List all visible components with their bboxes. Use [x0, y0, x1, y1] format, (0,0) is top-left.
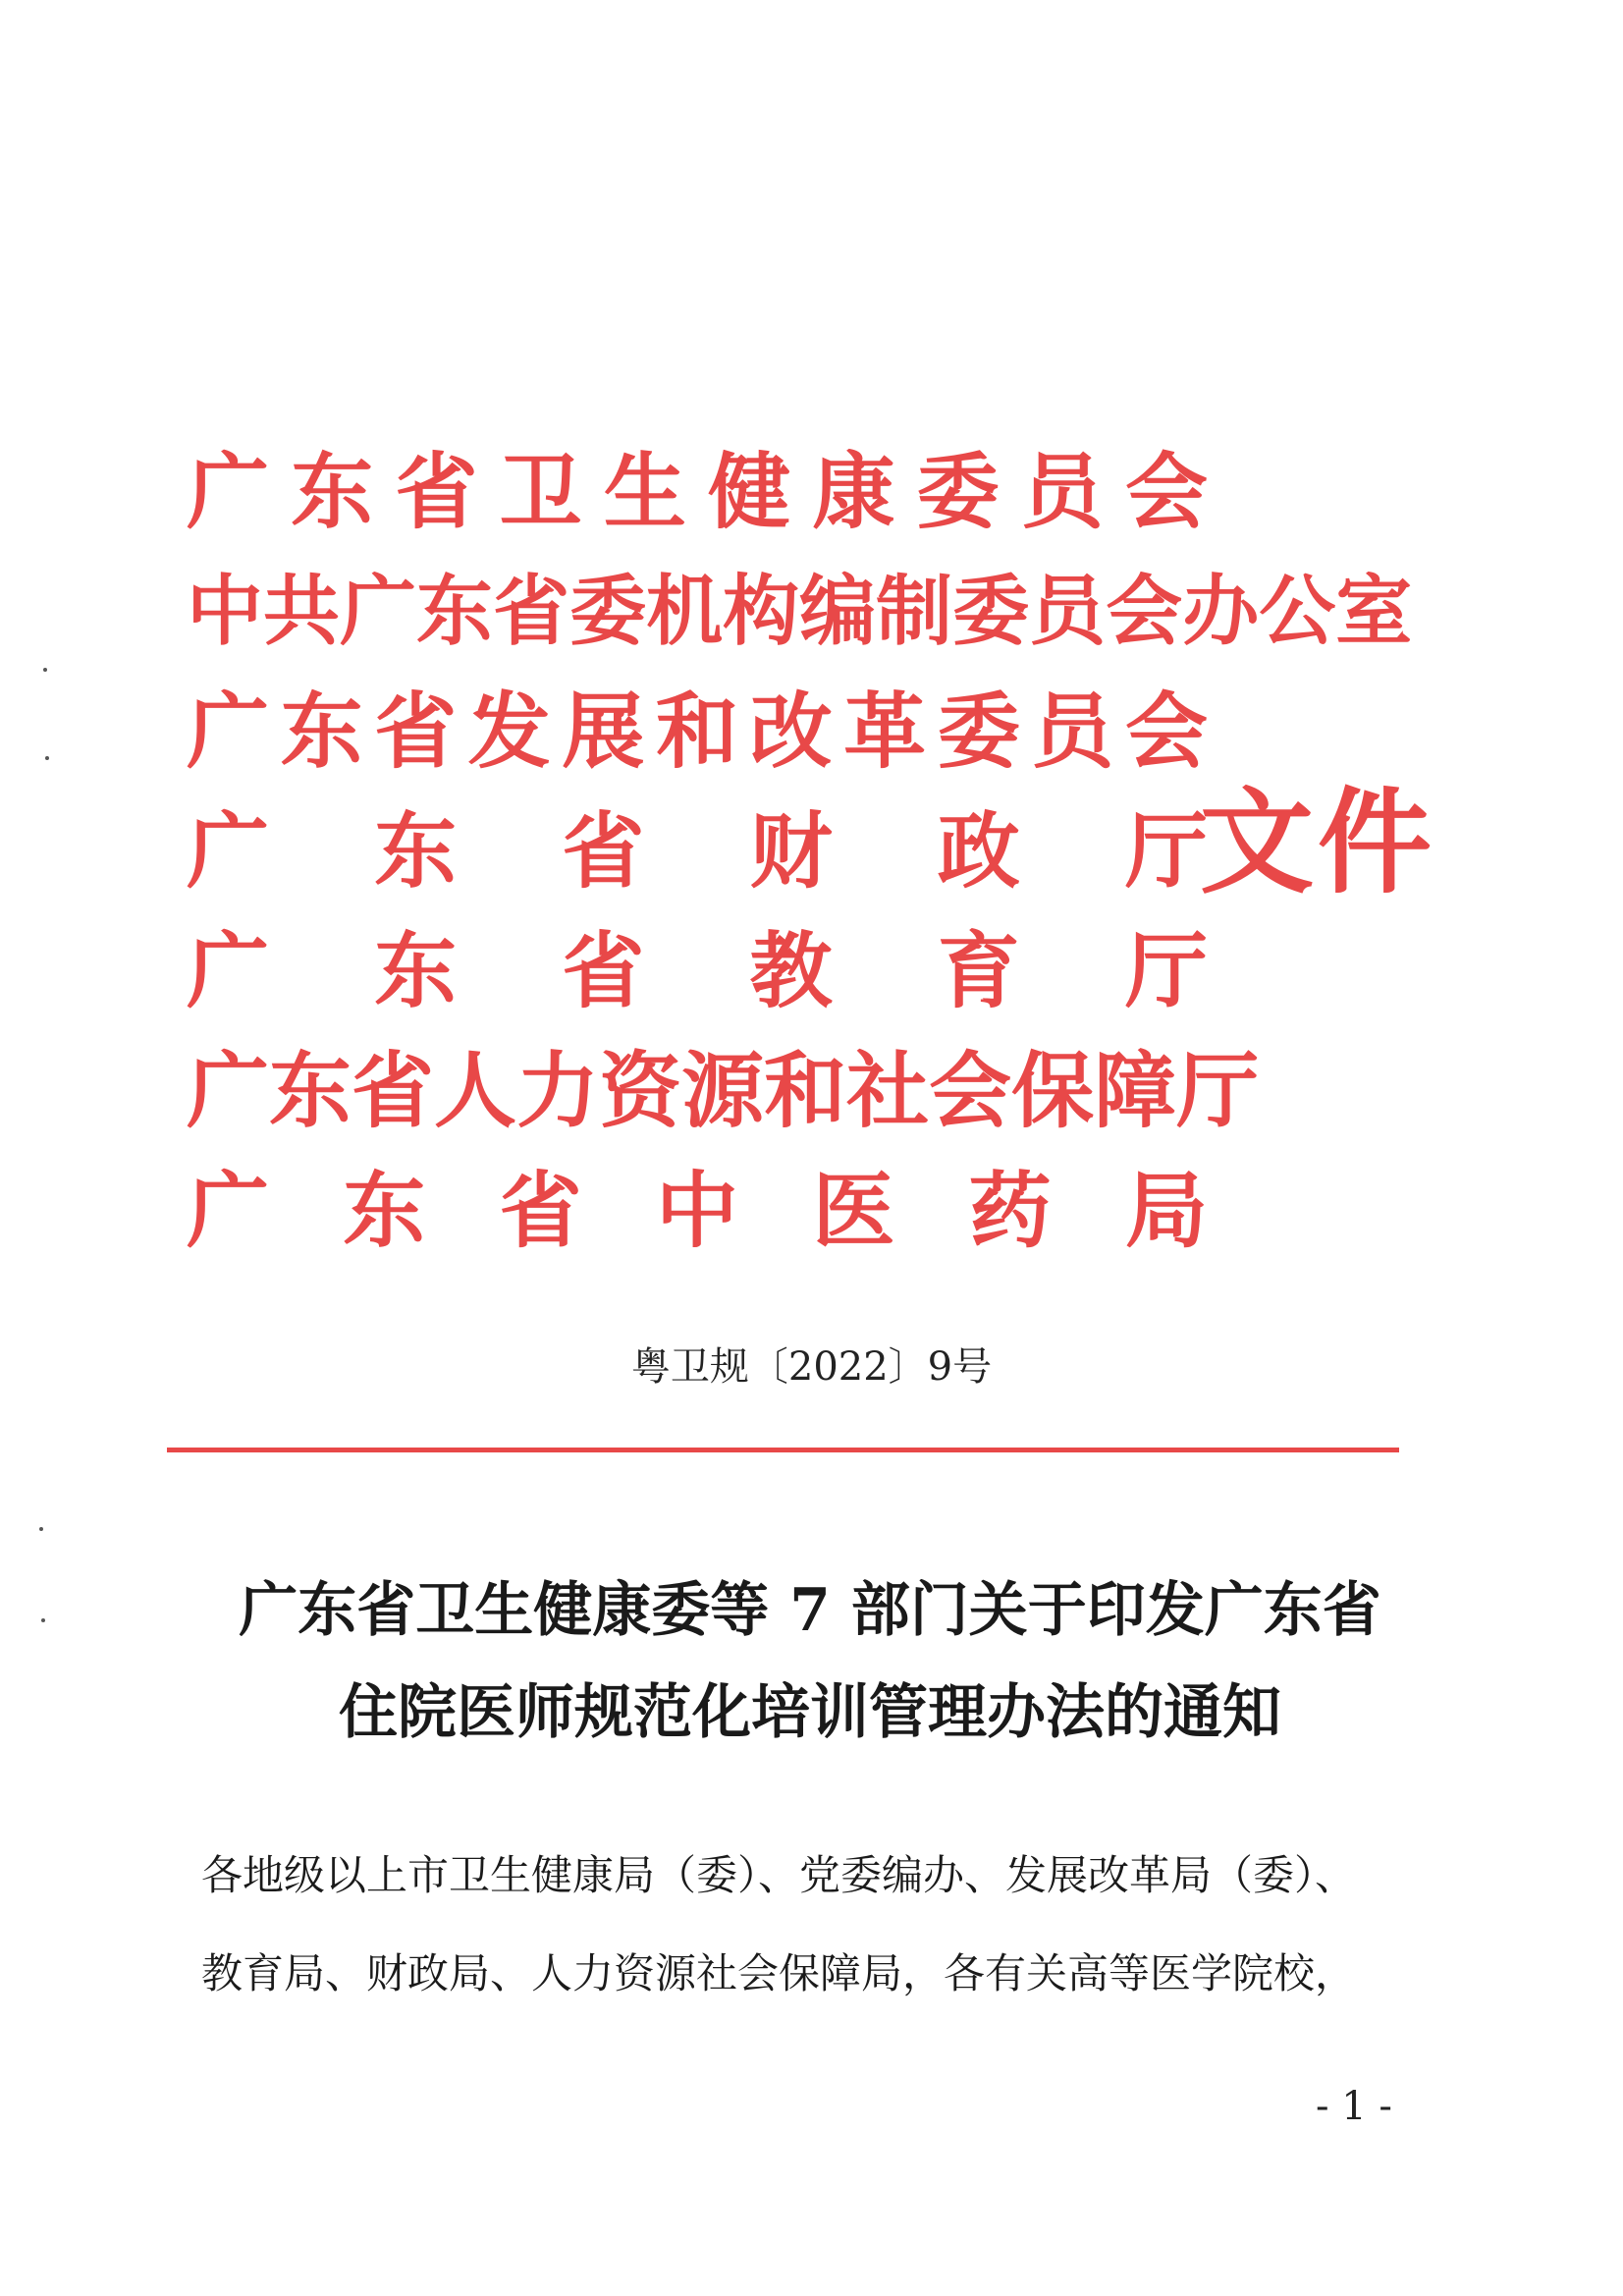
issuer-character: 教 [749, 922, 833, 1019]
scan-speck [41, 1618, 45, 1622]
issuer-character: 省 [562, 802, 645, 900]
issuer-character: 革 [843, 683, 927, 780]
issuer-character: 委 [952, 567, 1030, 656]
issuer-character: 共 [263, 567, 341, 656]
issuer-character: 中 [655, 1162, 738, 1259]
issuer-character: 广 [187, 922, 270, 1019]
issuer-character: 局 [1124, 1162, 1208, 1259]
issuer-character: 康 [812, 443, 895, 540]
issuer-line [187, 552, 1413, 672]
issuer-character: 会 [1124, 683, 1208, 780]
issuer-character: 机 [646, 567, 724, 656]
issuer-character: 东 [374, 802, 458, 900]
issuer-character: 委 [937, 683, 1020, 780]
issuer-character: 省 [395, 443, 478, 540]
document-title [177, 1559, 1443, 1764]
issuer-character: 省 [562, 922, 645, 1019]
issuer-character: 力 [516, 1042, 600, 1139]
body-text [201, 1827, 1419, 2023]
page-number: - 1 - [1316, 2084, 1392, 2129]
issuer-character: 财 [749, 802, 833, 900]
issuer-character: 厅 [1176, 1042, 1260, 1139]
issuer-character: 厅 [1124, 802, 1208, 900]
scan-speck [39, 1527, 43, 1531]
issuer-character: 育 [937, 922, 1020, 1019]
document-type-label: 文件 [1200, 776, 1435, 909]
issuer-line [187, 1151, 1208, 1271]
scan-speck [45, 756, 49, 760]
title-line-2: 住院医师规范化培训管理办法的通知 [339, 1678, 1281, 1747]
issuer-character: 源 [681, 1042, 765, 1139]
issuer-character: 员 [1020, 443, 1104, 540]
document-number: 粤卫规〔2022〕9号 [630, 1344, 993, 1390]
scan-speck [43, 668, 47, 672]
issuer-character: 制 [876, 567, 953, 656]
issuer-character: 广 [340, 567, 417, 656]
body-line-1: 各地级以上市卫生健康局（委）、党委编办、发展改革局（委）、 [201, 1851, 1357, 1899]
issuer-character: 社 [846, 1042, 930, 1139]
issuer-character: 构 [723, 567, 800, 656]
issuer-line [187, 672, 1208, 792]
issuer-character: 中 [187, 567, 264, 656]
issuer-character: 公 [1259, 567, 1336, 656]
issuer-character: 委 [569, 567, 647, 656]
issuer-character: 广 [187, 443, 270, 540]
issuer-character: 省 [493, 567, 570, 656]
issuer-character: 委 [916, 443, 1000, 540]
issuer-character: 员 [1031, 683, 1114, 780]
issuer-character: 保 [1011, 1042, 1095, 1139]
body-line-2: 教育局、财政局、人力资源社会保障局，各有关高等医学院校， [201, 1949, 1357, 1997]
issuer-character: 编 [799, 567, 877, 656]
issuer-character: 省 [352, 1042, 435, 1139]
issuer-character: 健 [708, 443, 791, 540]
issuer-character: 广 [187, 1042, 270, 1139]
issuer-character: 药 [968, 1162, 1052, 1259]
red-divider-line [167, 1448, 1399, 1452]
issuer-line [187, 432, 1208, 552]
issuer-character: 广 [187, 1162, 270, 1259]
issuer-character: 生 [603, 443, 686, 540]
issuer-character: 省 [499, 1162, 582, 1259]
issuer-character: 会 [929, 1042, 1012, 1139]
issuer-character: 和 [764, 1042, 847, 1139]
issuer-character: 省 [374, 683, 458, 780]
issuer-character: 医 [812, 1162, 895, 1259]
issuer-line [187, 1031, 1260, 1151]
issuer-character: 展 [562, 683, 645, 780]
issuer-character: 发 [467, 683, 551, 780]
issuer-character: 会 [1106, 567, 1183, 656]
issuer-character: 室 [1335, 567, 1413, 656]
issuer-line [187, 911, 1208, 1031]
issuer-character: 卫 [499, 443, 582, 540]
issuer-character: 障 [1094, 1042, 1177, 1139]
issuer-character: 人 [434, 1042, 517, 1139]
issuer-character: 资 [599, 1042, 682, 1139]
issuer-character: 东 [343, 1162, 426, 1259]
issuer-character: 办 [1182, 567, 1260, 656]
issuer-character: 东 [416, 567, 494, 656]
issuer-character: 政 [937, 802, 1020, 900]
issuer-character: 东 [280, 683, 363, 780]
issuer-character: 东 [291, 443, 374, 540]
issuer-line [187, 792, 1208, 911]
issuer-character: 员 [1029, 567, 1107, 656]
issuer-character: 东 [269, 1042, 352, 1139]
issuer-character: 改 [749, 683, 833, 780]
issuer-character: 广 [187, 802, 270, 900]
issuer-character: 厅 [1124, 922, 1208, 1019]
issuer-character: 和 [655, 683, 738, 780]
title-line-1: 广东省卫生健康委等 7 部门关于印发广东省 [239, 1576, 1381, 1645]
issuer-character: 广 [187, 683, 270, 780]
issuer-character: 东 [374, 922, 458, 1019]
issuer-character: 会 [1124, 443, 1208, 540]
